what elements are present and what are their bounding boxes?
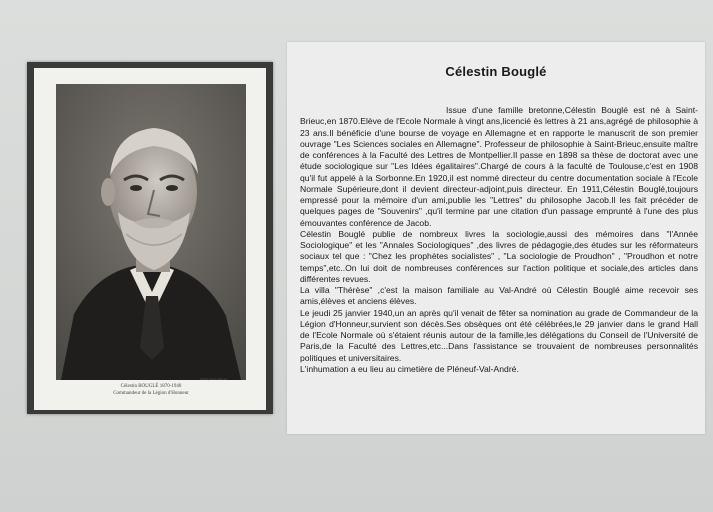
caption-name: Célestin BOUGLÉ 1870-1940 [120,384,182,389]
biography-paragraph: Le jeudi 25 janvier 1940,un an après qu'il venait de fêter sa nomination au grade de Commandeur de la Légion d'Honneur,survient son décès.Ses obsèques ont été célébrées,le 29 janvier dans le grand Hall de l'Ecole Normale où s'étaient réunis autour de la famille,les délégations du Conseil de l'Université de Paris,de la Faculté des Lettres,etc...Dans l'assistance se trouvaient de nombreuses personnalités politiques et universitaires. [300,307,698,363]
portrait-drawing [56,84,246,380]
photo-credit: Cliché Henri Manuel [200,377,228,381]
portrait-photo [56,84,246,380]
biography-paragraph: La villa "Thérèse" ,c'est la maison familiale au Val-André où Célestin Bouglé aime recevoir ses amis,élèves et anciens élèves. [300,285,698,307]
biography-text [300,105,698,375]
caption-title: Commandeur de la Légion d'Honneur [113,391,189,396]
panel-title: Célestin Bouglé [445,64,547,79]
biography-paragraph: Célestin Bouglé publie de nombreux livres la sociologie,aussi des mémoires dans "l'Année Sociologique" et les "Annales Sociologiques" ,des livres de pédagogie,des études sur les réformateurs sociaux tel que : "Chez les prophètes socialistes" , "La sociologie de Proudhon" , "Proudhon et notre temps",etc..On lui doit de nombreuses conférences sur l'action politique et sociale,des articles dans différentes revues. [300,228,698,284]
photo-caption [56,383,246,397]
biography-paragraph: L'inhumation a eu lieu au cimetière de Pléneuf-Val-André. [300,363,519,374]
biography-paragraph: Issue d'une famille bretonne,Célestin Bouglé est né à Saint-Brieuc,en 1870.Elève de l'Ecole Normale à vingt ans,licencié ès lettres à 21 ans,agrégé de philosophie à 23 ans.Il bénéficie d'une bourse de voyage en Allemagne et en rapporte le manuscrit de son premier ouvrage "Les Sciences sociales en Allemagne". Professeur de philosophie à Saint-Brieuc,ensuite maître de conférences à la Faculté des Lettres de Montpellier.Il passe en 1898 sa thèse de doctorat avec une étude sociologique sur "Les Idées égalitaires".Chargé de cours à la faculté de Toulouse,c'est en 1908 qu'il fut appelé à la Sorbonne.En 1920,il est nommé directeur du centre documentation sociale à l'Ecole Normale Supérieure,dont il devient directeur-adjoint,puis directeur. En 1911,Célestin Bouglé,toujours empressé pour la mémoire d'un ami,publie les "Lettres" du philosophe Jacob.Il les fait précéder de quelques pages de "Souvenirs" ,qu'il termine par une citation d'un passage emprunté à l'une des plus émouvantes conférence de Jacob. [300,105,698,228]
